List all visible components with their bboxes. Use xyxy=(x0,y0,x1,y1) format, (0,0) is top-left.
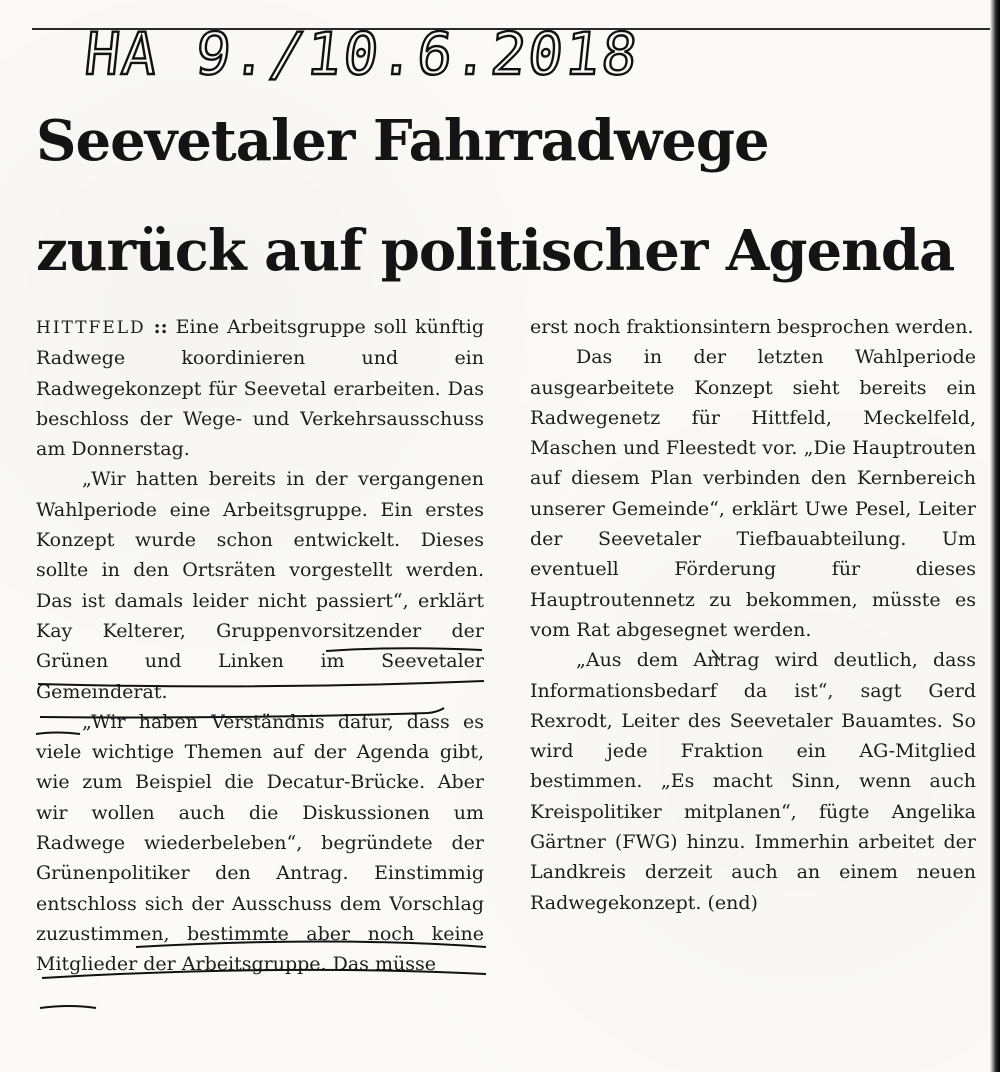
headline-line-1: Seevetaler Fahrradwege xyxy=(36,108,769,174)
article-column-left xyxy=(36,312,484,980)
handwritten-date-text: HA 9./10.6.2018 xyxy=(81,20,643,88)
paragraph-1-text: Eine Arbeitsgruppe soll künftig Radwege koordinieren und ein Radwegekonzept für Seevetal erarbeiten. Das beschloss der Wege- und Verkehrsausschuss am Donnerstag. xyxy=(36,316,484,461)
paragraph-5: Das in der letzten Wahlperiode ausgearbeitete Konzept sieht bereits ein Radwegenetz für Hittfeld, Meckelfeld, Maschen und Fleestedt vor. „Die Hauptrouten auf diesem Plan verbinden den Kernbereich unserer Gemeinde“, erklärt Uwe Pesel, Leiter der Seevetaler Tiefbauabteilung. Um eventuell Förderung für dieses Hauptroutennetz zu bekommen, müsste es vom Rat abgesegnet werden. xyxy=(530,346,976,641)
headline-line-2: zurück auf politischer Agenda xyxy=(36,218,955,284)
dateline: HITTFELD xyxy=(36,318,146,338)
article-column-right xyxy=(530,312,976,918)
dateline-marker: :: xyxy=(153,316,168,338)
paragraph-3: „Wir haben Verständnis dafür, dass es viele wichtige Themen auf der Agenda gibt, wie zum Beispiel die Decatur-Brücke. Aber wir wollen auch die Diskussionen um Radwege wiederbeleben“, begründete der Grünenpolitiker den Antrag. Einstimmig entschloss sich der Ausschuss dem Vorschlag zuzustimmen, bestimmte aber noch keine Mitglieder der Arbeitsgruppe. Das müsse xyxy=(36,710,484,976)
underline-zuzustimmen xyxy=(40,1006,96,1008)
paragraph-2: „Wir hatten bereits in der vergangenen Wahlperiode eine Arbeitsgruppe. Ein erstes Konzept wurde schon entwickelt. Dieses sollte in den Ortsräten vorgestellt werden. Das ist damals leider nicht passiert“, erklärt Kay Kelterer, Gruppenvorsitzender der Grünen und Linken im Seevetaler Gemeinderat. xyxy=(36,468,484,703)
headline xyxy=(36,86,976,306)
scan-edge xyxy=(990,0,1000,1072)
paragraph-6: „Aus dem Antrag wird deutlich, dass Informationsbedarf da ist“, sagt Gerd Rexrodt, Leiter des Seevetaler Bauamtes. So wird jede Fraktion ein AG-Mitglied bestimmen. „Es macht Sinn, wenn auch Kreispolitiker mitplanen“, fügte Angelika Gärtner (FWG) hinzu. Immerhin arbeitet der Landkreis derzeit auch an einem neuen Radwegekonzept. (end) xyxy=(530,649,976,914)
handwritten-date-note xyxy=(81,8,643,92)
paragraph-4: erst noch fraktionsintern besprochen werden. xyxy=(530,316,974,338)
paragraph-1 xyxy=(36,312,484,464)
